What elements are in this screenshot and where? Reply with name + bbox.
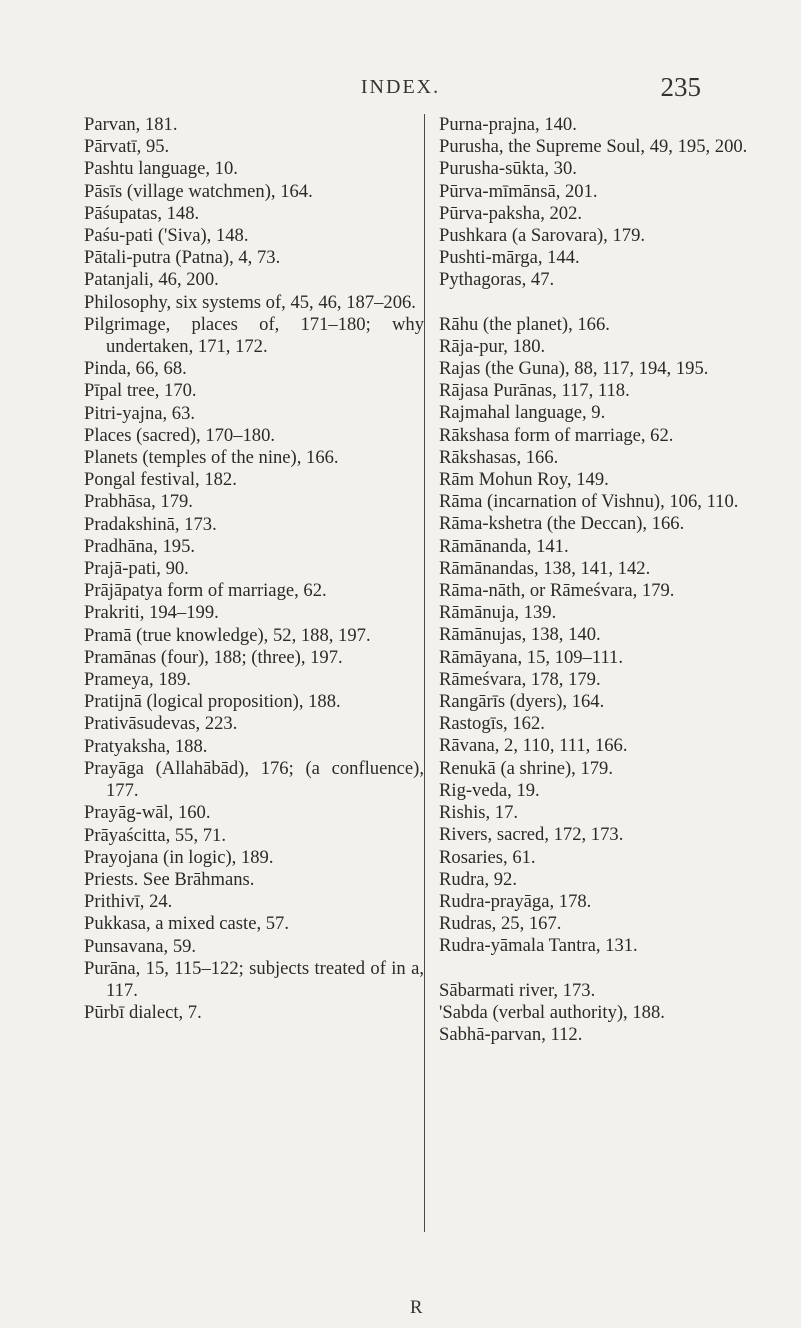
- index-entry: Pongal festival, 182.: [84, 469, 237, 491]
- index-entry: Rosaries, 61.: [439, 846, 536, 868]
- index-entry: Pātali-putra (Patna), 4, 73.: [84, 247, 281, 269]
- index-entry: Rudras, 25, 167.: [439, 913, 562, 935]
- index-entry: Pashtu language, 10.: [84, 158, 238, 180]
- index-entry: Pukkasa, a mixed caste, 57.: [84, 913, 289, 935]
- index-entry: 'Sabda (verbal authority), 188.: [439, 1001, 665, 1023]
- index-entry: Rishis, 17.: [439, 802, 519, 824]
- index-group-r: [439, 314, 780, 958]
- index-entry: Prativāsudevas, 223.: [84, 713, 238, 735]
- index-entry: Pilgrimage, places of, 171–180; why undertaken, 171, 172.: [84, 313, 424, 358]
- index-entry: Rudra-yāmala Tantra, 131.: [439, 935, 638, 957]
- index-entry: Rākshasas, 166.: [439, 446, 559, 468]
- index-entry: Rāmeśvara, 178, 179.: [439, 668, 601, 690]
- index-entry: Pramā (true knowledge), 52, 188, 197.: [84, 624, 371, 646]
- index-entry: Rāma-nāth, or Rāmeśvara, 179.: [439, 580, 675, 602]
- index-entry: Pythagoras, 47.: [439, 269, 555, 291]
- index-entry: Rāmānuja, 139.: [439, 602, 557, 624]
- index-entry: Rāmāyana, 15, 109–111.: [439, 646, 624, 668]
- index-entry: Sabhā-parvan, 112.: [439, 1023, 583, 1045]
- index-entry: Prajā-pati, 90.: [84, 558, 189, 580]
- index-entry: Pārvatī, 95.: [84, 136, 170, 158]
- index-entry: Sābarmati river, 173.: [439, 979, 596, 1001]
- index-entry: Rāmānandas, 138, 141, 142.: [439, 557, 651, 579]
- index-entry: Prājāpatya form of marriage, 62.: [84, 580, 327, 602]
- index-column-left: [84, 114, 424, 1024]
- index-entry: Rajmahal language, 9.: [439, 402, 606, 424]
- index-entry: Places (sacred), 170–180.: [84, 424, 276, 446]
- index-entry: Pāśupatas, 148.: [84, 202, 200, 224]
- index-entry: Rivers, sacred, 172, 173.: [439, 824, 624, 846]
- page-title: INDEX.: [360, 76, 441, 98]
- index-entry: Rig-veda, 19.: [439, 779, 540, 801]
- index-entry: Rājasa Purānas, 117, 118.: [439, 380, 630, 402]
- index-entry: Rudra, 92.: [439, 868, 517, 890]
- page-header: [0, 72, 801, 106]
- index-entry: Rāmānanda, 141.: [439, 535, 569, 557]
- index-entry: Priests. See Brāhmans.: [84, 868, 255, 890]
- index-entry: Pūrva-paksha, 202.: [439, 202, 583, 224]
- index-entry: Rudra-prayāga, 178.: [439, 890, 592, 912]
- index-entry: Pūrbī dialect, 7.: [84, 1002, 202, 1024]
- index-entry: Purāna, 15, 115–122; subjects treated of in a, 117.: [84, 957, 424, 1001]
- index-entry: Rāma-kshetra (the Deccan), 166.: [439, 513, 685, 535]
- signature-mark: R: [410, 1297, 423, 1318]
- index-entry: Rākshasa form of marriage, 62.: [439, 424, 674, 446]
- index-entry: Paśu-pati ('Siva), 148.: [84, 225, 249, 247]
- index-entry: Rām Mohun Roy, 149.: [439, 469, 609, 491]
- index-entry: Prameya, 189.: [84, 669, 191, 691]
- index-entry: Pūrva-mīmānsā, 201.: [439, 180, 598, 202]
- index-entry: Planets (temples of the nine), 166.: [84, 447, 339, 469]
- index-entry: Patanjali, 46, 200.: [84, 269, 219, 291]
- index-entry: Rāja-pur, 180.: [439, 335, 546, 357]
- index-entry: Purusha-sūkta, 30.: [439, 158, 577, 180]
- index-entry: Prithivī, 24.: [84, 891, 173, 913]
- index-entry: Pāsīs (village watchmen), 164.: [84, 180, 313, 202]
- group-gap: [439, 292, 780, 314]
- index-entry: Rajas (the Guna), 88, 117, 194, 195.: [439, 358, 709, 380]
- index-entry: Rangārīs (dyers), 164.: [439, 691, 605, 713]
- index-entry: Rāmānujas, 138, 140.: [439, 624, 601, 646]
- index-entry: Purna-prajna, 140.: [439, 114, 577, 135]
- index-entry: Prabhāsa, 179.: [84, 491, 193, 513]
- index-entry: Prayāg-wāl, 160.: [84, 802, 211, 824]
- index-entry: Pradhāna, 195.: [84, 535, 196, 557]
- index-entry: Purusha, the Supreme Soul, 49, 195, 200.: [439, 136, 748, 158]
- index-entry: Pushkara (a Sarovara), 179.: [439, 225, 646, 247]
- index-entry: Pradakshinā, 173.: [84, 513, 217, 535]
- index-group-s: [439, 980, 780, 1047]
- index-entry: Pramānas (four), 188; (three), 197.: [84, 646, 343, 668]
- index-entry: Philosophy, six systems of, 45, 46, 187–206.: [84, 291, 416, 313]
- index-entry: Pratyaksha, 188.: [84, 735, 208, 757]
- page-number: 235: [660, 72, 701, 102]
- index-entry: Prakriti, 194–199.: [84, 602, 219, 624]
- index-entry: Pinda, 66, 68.: [84, 358, 187, 380]
- index-entry: Prāyaścitta, 55, 71.: [84, 824, 227, 846]
- index-entry: Rāvana, 2, 110, 111, 166.: [439, 735, 628, 757]
- index-entry: Pushti-mārga, 144.: [439, 247, 580, 269]
- group-gap: [439, 958, 780, 980]
- index-entry: Rastogīs, 162.: [439, 713, 545, 735]
- index-entry: Punsavana, 59.: [84, 935, 197, 957]
- index-entry: Pitri-yajna, 63.: [84, 402, 196, 424]
- index-entry: Pratijnā (logical proposition), 188.: [84, 691, 341, 713]
- index-entry: Rāhu (the planet), 166.: [439, 313, 610, 335]
- index-entry: Parvan, 181.: [84, 114, 178, 135]
- index-group-pu: [439, 114, 780, 292]
- index-entry: Prayāga (Allahābād), 176; (a confluence), 177.: [84, 757, 424, 802]
- index-entry: Pīpal tree, 170.: [84, 380, 197, 402]
- index-entry: Prayojana (in logic), 189.: [84, 846, 274, 868]
- index-entry: Renukā (a shrine), 179.: [439, 757, 614, 779]
- index-column-right: [424, 114, 780, 1232]
- index-entry: Rāma (incarnation of Vishnu), 106, 110.: [439, 491, 739, 513]
